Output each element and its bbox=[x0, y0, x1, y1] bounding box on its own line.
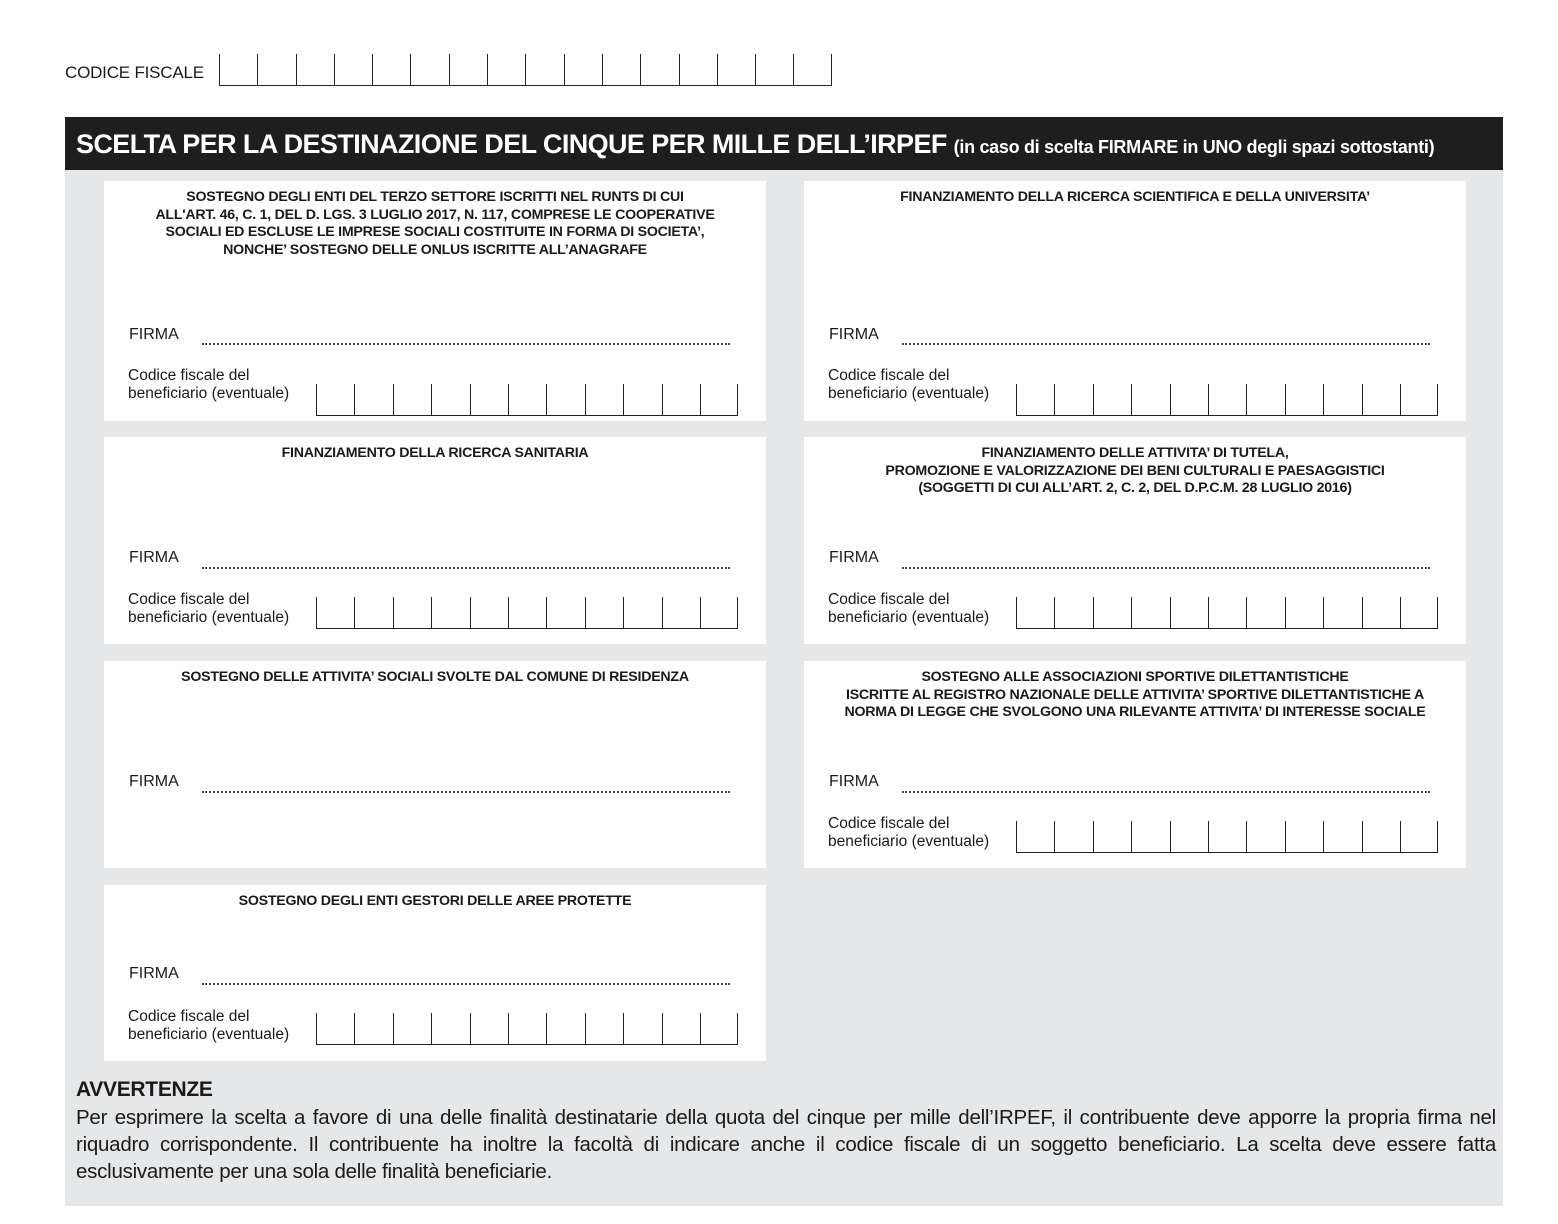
choice-box-comune-residenza bbox=[104, 661, 766, 868]
choice-box-ricerca-sanitaria bbox=[104, 437, 766, 644]
cf-char-cell[interactable] bbox=[372, 54, 410, 85]
cf-char-cell[interactable] bbox=[316, 384, 354, 415]
cf-char-cell[interactable] bbox=[296, 54, 334, 85]
cf-char-cell[interactable] bbox=[1016, 384, 1054, 415]
cf-char-cell[interactable] bbox=[1170, 821, 1208, 852]
cf-beneficiario-input[interactable] bbox=[1016, 597, 1438, 629]
cf-beneficiario-label: Codice fiscale del beneficiario (eventuale) bbox=[828, 591, 990, 626]
firma-signature-line[interactable] bbox=[202, 791, 730, 793]
cf-char-cell[interactable] bbox=[1208, 821, 1246, 852]
cf-char-cell[interactable] bbox=[354, 384, 392, 415]
cf-char-cell[interactable] bbox=[354, 597, 392, 628]
choice-title: SOSTEGNO ALLE ASSOCIAZIONI SPORTIVE DILETTANTISTICHE ISCRITTE AL REGISTRO NAZIONALE DELLE ATTIVITA’ SPORTIVE DILETTANTISTICHE A NORMA DI LEGGE CHE SVOLGONO UNA RILEVANTE ATTIVITA’ DI INTERESSE SOCIALE bbox=[844, 669, 1426, 721]
cf-beneficiario-input[interactable] bbox=[1016, 384, 1438, 416]
cf-beneficiario-label: Codice fiscale del beneficiario (eventuale) bbox=[128, 367, 290, 402]
cf-beneficiario-label: Codice fiscale del beneficiario (eventuale) bbox=[828, 815, 990, 850]
choice-box-associazioni-sportive bbox=[804, 661, 1466, 868]
cf-char-cell[interactable] bbox=[508, 1013, 546, 1044]
cf-char-cell[interactable] bbox=[1323, 597, 1361, 628]
cf-char-cell[interactable] bbox=[1285, 384, 1323, 415]
avvertenze-text: Per esprimere la scelta a favore di una delle finalità destinatarie della quota del cinque per mille dell’IRPEF, il contribuente deve apporre la propria firma nel riquadro corrispondente. Il contribuente ha inoltre la facoltà di indicare anche il codice fiscale di un soggetto beneficiario. La scelta deve essere fatta esclusivamente per una sola delle finalità beneficiarie. bbox=[76, 1106, 1496, 1183]
cf-char-cell[interactable] bbox=[508, 384, 546, 415]
cf-char-cell[interactable] bbox=[546, 597, 584, 628]
cf-beneficiario-label: Codice fiscale del beneficiario (eventuale) bbox=[128, 591, 290, 626]
cf-beneficiario-input[interactable] bbox=[316, 384, 738, 416]
cf-char-cell[interactable] bbox=[700, 1013, 738, 1044]
cf-char-cell[interactable] bbox=[1093, 384, 1131, 415]
section-title-main: SCELTA PER LA DESTINAZIONE DEL CINQUE PER MILLE DELL’IRPEF bbox=[76, 129, 947, 159]
cf-char-cell[interactable] bbox=[1131, 821, 1169, 852]
taxpayer-codice-fiscale bbox=[65, 54, 845, 86]
cf-char-cell[interactable] bbox=[700, 597, 738, 628]
avvertenze-heading: AVVERTENZE bbox=[76, 1078, 213, 1101]
cf-char-cell[interactable] bbox=[546, 1013, 584, 1044]
choice-title: SOSTEGNO DEGLI ENTI DEL TERZO SETTORE ISCRITTI NEL RUNTS DI CUI ALL'ART. 46, C. 1, DEL D. LGS. 3 LUGLIO 2017, N. 117, COMPRESE LE COOPERATIVE SOCIALI ED ESCLUSE LE IMPRESE SOCIALI COSTITUITE IN FORMA DI SOCIETA’, NONCHE’ SOSTEGNO DELLE ONLUS ISCRITTE ALL’ANAGRAFE bbox=[155, 189, 715, 258]
cf-char-cell[interactable] bbox=[1285, 821, 1323, 852]
firma-label: FIRMA bbox=[129, 773, 179, 790]
firma-label: FIRMA bbox=[129, 326, 179, 343]
cf-char-cell[interactable] bbox=[1400, 821, 1438, 852]
cf-char-cell[interactable] bbox=[431, 384, 469, 415]
cf-char-cell[interactable] bbox=[316, 597, 354, 628]
cf-char-cell[interactable] bbox=[1170, 384, 1208, 415]
cf-char-cell[interactable] bbox=[1400, 384, 1438, 415]
cf-char-cell[interactable] bbox=[700, 384, 738, 415]
cf-char-cell[interactable] bbox=[1016, 821, 1054, 852]
cf-char-cell[interactable] bbox=[1016, 597, 1054, 628]
firma-label: FIRMA bbox=[129, 965, 179, 982]
cf-char-cell[interactable] bbox=[623, 1013, 661, 1044]
cf-char-cell[interactable] bbox=[755, 54, 793, 85]
firma-signature-line[interactable] bbox=[902, 567, 1430, 569]
firma-label: FIRMA bbox=[829, 773, 879, 790]
cf-char-cell[interactable] bbox=[1323, 384, 1361, 415]
cf-char-cell[interactable] bbox=[585, 597, 623, 628]
cf-char-cell[interactable] bbox=[257, 54, 295, 85]
cf-char-cell[interactable] bbox=[793, 54, 831, 85]
firma-label: FIRMA bbox=[829, 549, 879, 566]
firma-signature-line[interactable] bbox=[202, 343, 730, 345]
cf-beneficiario-label: Codice fiscale del beneficiario (eventuale) bbox=[128, 1008, 290, 1043]
choice-title: SOSTEGNO DELLE ATTIVITA’ SOCIALI SVOLTE DAL COMUNE DI RESIDENZA bbox=[181, 669, 689, 685]
cf-char-cell[interactable] bbox=[334, 54, 372, 85]
choice-box-aree-protette bbox=[104, 885, 766, 1061]
cf-char-cell[interactable] bbox=[1131, 384, 1169, 415]
choice-title: SOSTEGNO DEGLI ENTI GESTORI DELLE AREE PROTETTE bbox=[238, 893, 632, 909]
cf-char-cell[interactable] bbox=[640, 54, 678, 85]
cf-char-cell[interactable] bbox=[623, 597, 661, 628]
cf-char-cell[interactable] bbox=[410, 54, 448, 85]
cf-char-cell[interactable] bbox=[623, 384, 661, 415]
cf-beneficiario-input[interactable] bbox=[1016, 821, 1438, 853]
cf-char-cell[interactable] bbox=[564, 54, 602, 85]
cf-char-cell[interactable] bbox=[585, 384, 623, 415]
cf-char-cell[interactable] bbox=[1362, 821, 1400, 852]
section-subtitle: (in caso di scelta FIRMARE in UNO degli spazi sottostanti) bbox=[953, 137, 1435, 157]
cf-char-cell[interactable] bbox=[470, 384, 508, 415]
cf-char-cell[interactable] bbox=[525, 54, 563, 85]
choices-area bbox=[65, 170, 1503, 1206]
firma-signature-line[interactable] bbox=[902, 791, 1430, 793]
cf-char-cell[interactable] bbox=[679, 54, 717, 85]
cf-char-cell[interactable] bbox=[219, 54, 257, 85]
cf-char-cell[interactable] bbox=[1323, 821, 1361, 852]
cf-char-cell[interactable] bbox=[662, 597, 700, 628]
choice-title: FINANZIAMENTO DELLE ATTIVITA’ DI TUTELA, PROMOZIONE E VALORIZZAZIONE DEI BENI CULTURALI E PAESAGGISTICI (SOGGETTI DI CUI ALL’ART. 2, C. 2, DEL D.P.C.M. 28 LUGLIO 2016) bbox=[885, 445, 1385, 497]
cf-char-cell[interactable] bbox=[546, 384, 584, 415]
cf-char-cell[interactable] bbox=[1131, 597, 1169, 628]
choice-box-ricerca-scientifica bbox=[804, 181, 1466, 421]
cf-char-cell[interactable] bbox=[1362, 384, 1400, 415]
cf-beneficiario-label: Codice fiscale del beneficiario (eventuale) bbox=[828, 367, 990, 402]
cf-char-cell[interactable] bbox=[449, 54, 487, 85]
cf-char-cell[interactable] bbox=[508, 597, 546, 628]
cf-char-cell[interactable] bbox=[487, 54, 525, 85]
codice-fiscale-input[interactable] bbox=[219, 54, 832, 86]
cf-beneficiario-input[interactable] bbox=[316, 597, 738, 629]
cf-char-cell[interactable] bbox=[354, 1013, 392, 1044]
cf-char-cell[interactable] bbox=[393, 597, 431, 628]
cf-char-cell[interactable] bbox=[717, 54, 755, 85]
section-title bbox=[76, 129, 1434, 160]
cf-char-cell[interactable] bbox=[1170, 597, 1208, 628]
cf-char-cell[interactable] bbox=[1093, 597, 1131, 628]
cf-char-cell[interactable] bbox=[662, 1013, 700, 1044]
firma-signature-line[interactable] bbox=[202, 567, 730, 569]
cf-char-cell[interactable] bbox=[1246, 821, 1284, 852]
firma-signature-line[interactable] bbox=[202, 983, 730, 985]
cf-char-cell[interactable] bbox=[431, 1013, 469, 1044]
section-header bbox=[65, 117, 1503, 170]
choice-title: FINANZIAMENTO DELLA RICERCA SANITARIA bbox=[281, 445, 589, 461]
cf-char-cell[interactable] bbox=[1246, 597, 1284, 628]
choice-title: FINANZIAMENTO DELLA RICERCA SCIENTIFICA E DELLA UNIVERSITA’ bbox=[900, 189, 1370, 205]
cf-char-cell[interactable] bbox=[1246, 384, 1284, 415]
cf-char-cell[interactable] bbox=[1208, 384, 1246, 415]
cf-char-cell[interactable] bbox=[1400, 597, 1438, 628]
cf-char-cell[interactable] bbox=[1054, 384, 1092, 415]
cf-char-cell[interactable] bbox=[662, 384, 700, 415]
firma-label: FIRMA bbox=[129, 549, 179, 566]
cf-beneficiario-input[interactable] bbox=[316, 1013, 738, 1045]
cf-char-cell[interactable] bbox=[1208, 597, 1246, 628]
cf-char-cell[interactable] bbox=[393, 384, 431, 415]
cf-char-cell[interactable] bbox=[1362, 597, 1400, 628]
choice-box-terzo-settore bbox=[104, 181, 766, 421]
cf-char-cell[interactable] bbox=[585, 1013, 623, 1044]
cf-char-cell[interactable] bbox=[470, 1013, 508, 1044]
cf-char-cell[interactable] bbox=[1285, 597, 1323, 628]
cf-char-cell[interactable] bbox=[1054, 821, 1092, 852]
codice-fiscale-label: CODICE FISCALE bbox=[65, 63, 204, 82]
cf-char-cell[interactable] bbox=[431, 597, 469, 628]
cf-char-cell[interactable] bbox=[470, 597, 508, 628]
firma-label: FIRMA bbox=[829, 326, 879, 343]
cf-char-cell[interactable] bbox=[602, 54, 640, 85]
cf-char-cell[interactable] bbox=[1093, 821, 1131, 852]
choice-box-beni-culturali bbox=[804, 437, 1466, 644]
avvertenze-section bbox=[76, 1078, 1496, 1185]
cf-char-cell[interactable] bbox=[393, 1013, 431, 1044]
firma-signature-line[interactable] bbox=[902, 343, 1430, 345]
cf-char-cell[interactable] bbox=[1054, 597, 1092, 628]
cf-char-cell[interactable] bbox=[316, 1013, 354, 1044]
